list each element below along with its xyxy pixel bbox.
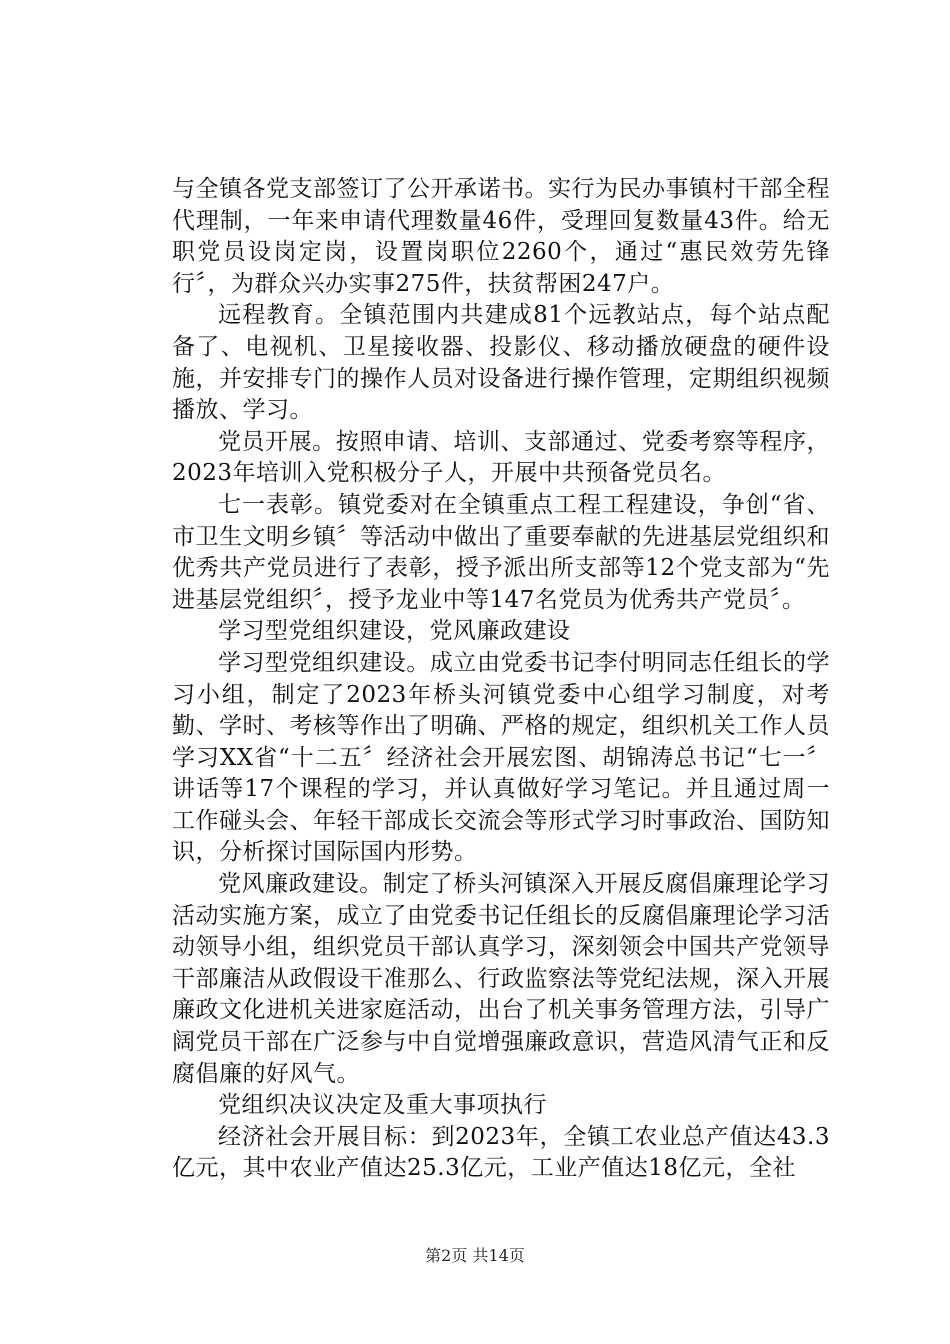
paragraph-learning-organization: 学习型党组织建设。成立由党委书记李付明同志任组长的学习小组，制定了2023年桥头河镇党委中心组学习制度，对考勤、学时、考核等作出了明确、严格的规定，组织机关工作人员学习XX省“十二五〞经济社会开展宏图、胡锦涛总书记“七一〞讲话等17个课程的学习，并认真做好学习笔记。并且通过周一工作碰头会、年轻干部成长交流会等形式学习时事政治、国防知识，分析探讨国际国内形势。 [172, 649, 830, 866]
document-body [172, 174, 830, 1185]
paragraph-remote-education: 远程教育。全镇范围内共建成81个远教站点，每个站点配备了、电视机、卫星接收器、投影仪、移动播放硬盘的硬件设施，并安排专门的操作人员对设备进行操作管理，定期组织视频播放、学习。 [172, 302, 830, 424]
paragraph-july-first-commendation: 七一表彰。镇党委对在全镇重点工程工程建设，争创“省、市卫生文明乡镇〞等活动中做出了重要奉献的先进基层党组织和优秀共产党员进行了表彰，授予派出所支部等12个党支部为“先进基层党组织〞，授予龙业中等147名党员为优秀共产党员〞。 [172, 491, 830, 613]
page-number-footer: 第2页 共14页 [425, 1246, 525, 1265]
paragraph-clean-governance: 党风廉政建设。制定了桥头河镇深入开展反腐倡廉理论学习活动实施方案，成立了由党委书记任组长的反腐倡廉理论学习活动领导小组，组织党员干部认真学习，深刻领会中国共产党领导干部廉洁从政假设干准那么、行政监察法等党纪法规，深入开展廉政文化进机关进家庭活动，出台了机关事务管理方法，引导广阔党员干部在广泛参与中自觉增强廉政意识，营造风清气正和反腐倡廉的好风气。 [172, 871, 830, 1087]
section-heading-resolutions-execution: 党组织决议决定及重大事项执行 [218, 1092, 547, 1119]
section-heading-learning-and-integrity: 学习型党组织建设，党风廉政建设 [218, 618, 571, 645]
paragraph-economic-targets: 经济社会开展目标：到2023年，全镇工农业总产值达43.3亿元，其中农业产值达25.3亿元，工业产值达18亿元，全社 [172, 1123, 830, 1182]
paragraph-commitment-continued: 与全镇各党支部签订了公开承诺书。实行为民办事镇村干部全程代理制，一年来申请代理数量46件，受理回复数量43件。给无职党员设岗定岗，设置岗职位2260个，通过“惠民效劳先锋行〞，为群众兴办实事275件，扶贫帮困247户。 [172, 176, 830, 297]
paragraph-party-member-development: 党员开展。按照申请、培训、支部通过、党委考察等程序，2023年培训入党积极分子人，开展中共预备党员名。 [172, 428, 830, 487]
